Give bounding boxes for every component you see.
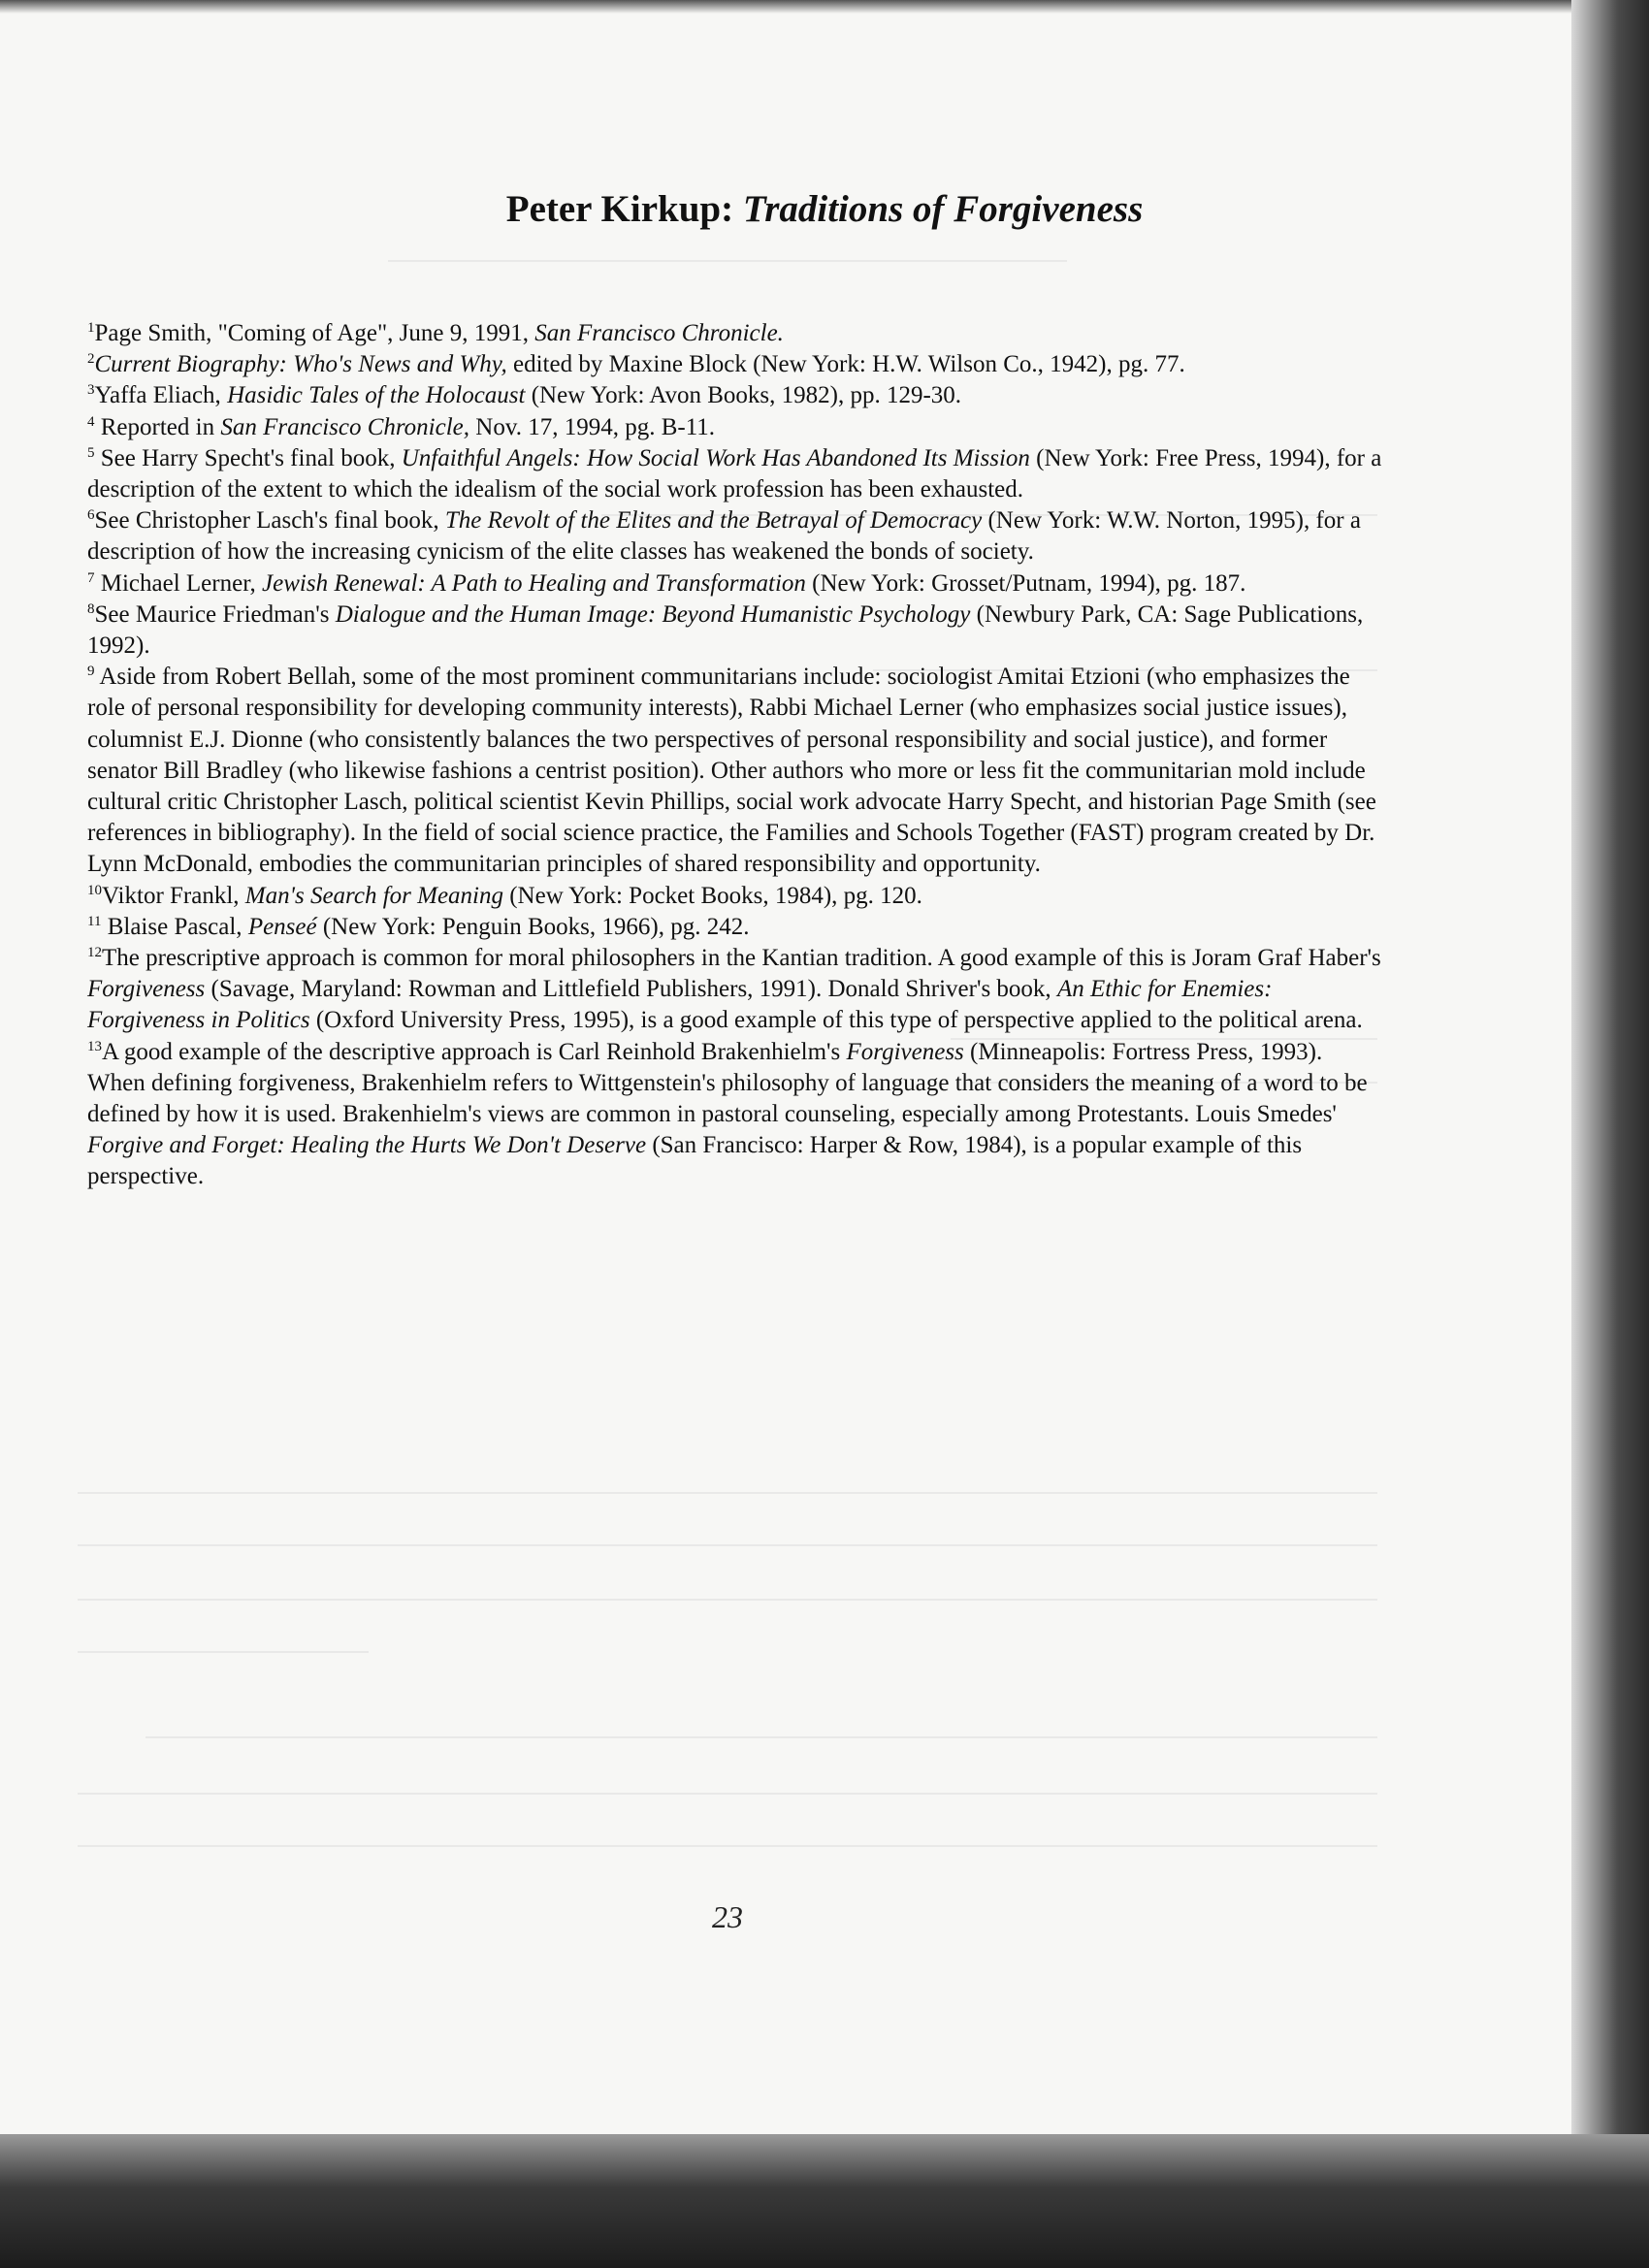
endnote-text: (New York: W.W. Norton, 1995), for a description of how the increasing cynicism of the elite classes has weakened the bonds of society.	[87, 507, 1361, 566]
endnote-3	[87, 380, 1382, 411]
header-author: Peter Kirkup:	[505, 188, 734, 230]
endnote-text: (New York: Free Press, 1994), for a description of the extent to which the idealism of the social work profession has been exhausted.	[87, 444, 1382, 503]
endnote-italic-text: Forgive and Forget: Healing the Hurts We Don't Deserve	[87, 1132, 647, 1159]
endnote-number: 7	[87, 569, 95, 586]
endnote-text: A good example of the descriptive approach is Carl Reinhold Brakenhielm's	[102, 1038, 847, 1065]
endnote-italic-text: Penseé	[247, 913, 317, 940]
endnote-5	[87, 443, 1382, 505]
endnote-italic-text: Hasidic Tales of the Holocaust	[227, 382, 526, 409]
endnote-text: (New York: Avon Books, 1982), pp. 129-30.	[525, 382, 962, 409]
scan-top-edge	[0, 0, 1649, 14]
endnote-italic-text: Unfaithful Angels: How Social Work Has Abandoned Its Mission	[401, 444, 1030, 471]
endnote-text: (New York: Grosset/Putnam, 1994), pg. 187.	[805, 569, 1246, 597]
endnote-number: 11	[87, 913, 102, 929]
endnote-text: Blaise Pascal,	[101, 913, 248, 940]
endnote-italic-text: The Revolt of the Elites and the Betrayal of Democracy	[444, 507, 983, 535]
endnote-text: (Savage, Maryland: Rowman and Littlefield Publishers, 1991). Donald Shriver's book,	[205, 976, 1057, 1003]
endnote-6	[87, 505, 1382, 567]
endnote-text: (Newbury Park, CA: Sage Publications, 1992).	[87, 600, 1364, 660]
endnote-number: 13	[87, 1038, 102, 1054]
endnote-italic-text: An Ethic for Enemies: Forgiveness in Politics	[87, 976, 1273, 1034]
endnote-italic-text: San Francisco Chronicle.	[534, 320, 784, 346]
endnote-text: Aside from Robert Bellah, some of the most prominent communitarians include: sociologist Amitai Etzioni (who emphasizes the role of personal responsibility for developing community interests), Rabbi Michael Lerner (who emphasizes social justice issues), columnist E.J. Dionne (who consistently balances the two perspectives of personal responsibility and social justice), and former senator Bill Bradley (who likewise fashions a centrist position). Other authors who more or less fit the communitarian mold include cultural critic Christopher Lasch, political scientist Kevin Phillips, social work advocate Harry Specht, and historian Page Smith (see references in bibliography). In the field of social science practice, the Families and Schools Together (FAST) program created by Dr. Lynn McDonald, embodies the communitarian principles of shared responsibility and opportunity.	[87, 664, 1376, 878]
endnote-text: The prescriptive approach is common for moral philosophers in the Kantian tradition. A good example of this is Joram Graf Haber's	[102, 945, 1381, 972]
endnote-italic-text: Forgiveness	[846, 1038, 964, 1065]
endnote-number: 5	[87, 444, 95, 461]
endnote-11	[87, 912, 1382, 943]
endnote-number: 4	[87, 413, 95, 430]
endnote-8	[87, 599, 1382, 662]
endnote-text: (New York: Penguin Books, 1966), pg. 242.	[316, 913, 750, 940]
page-number: 23	[712, 1899, 743, 1934]
endnote-text: (Oxford University Press, 1995), is a good example of this type of perspective applied to the political arena.	[309, 1007, 1363, 1034]
endnote-italic-text: Current Biography: Who's News and Why,	[94, 351, 507, 378]
endnote-number: 1	[87, 320, 95, 336]
endnote-italic-text: Jewish Renewal: A Path to Healing and Transformation	[262, 569, 806, 597]
endnote-number: 6	[87, 507, 95, 524]
endnote-12	[87, 943, 1382, 1037]
endnote-number: 3	[87, 382, 95, 399]
endnote-4	[87, 412, 1382, 443]
endnote-13	[87, 1037, 1382, 1193]
endnote-italic-text: San Francisco Chronicle,	[220, 413, 470, 440]
endnote-text: (San Francisco: Harper & Row, 1984), is a popular example of this perspective.	[87, 1132, 1303, 1190]
endnote-text: See Maurice Friedman's	[94, 600, 336, 628]
endnote-number: 2	[87, 351, 95, 368]
endnote-text: (New York: Pocket Books, 1984), pg. 120.	[502, 882, 922, 909]
endnote-text: Michael Lerner,	[94, 569, 263, 597]
endnote-text: Viktor Frankl,	[102, 882, 245, 909]
endnote-9	[87, 662, 1382, 880]
endnote-text: Reported in	[94, 413, 221, 440]
endnote-10	[87, 881, 1382, 912]
endnote-text: (Minneapolis: Fortress Press, 1993). When defining forgiveness, Brakenhielm refers to Wittgenstein's philosophy of language that considers the meaning of a word to be defined by how it is used. Brakenhielm's views are common in pastoral counseling, especially among Protestants. Louis Smedes'	[87, 1038, 1368, 1128]
endnote-number: 10	[87, 882, 102, 898]
endnote-text: See Harry Specht's final book,	[94, 444, 402, 471]
endnote-number: 9	[87, 664, 95, 680]
endnote-number: 12	[87, 945, 102, 961]
endnote-text: Page Smith, "Coming of Age", June 9, 1991,	[94, 320, 535, 346]
endnote-text: edited by Maxine Block (New York: H.W. Wilson Co., 1942), pg. 77.	[506, 351, 1185, 378]
endnotes-list	[87, 318, 1382, 1193]
endnote-2	[87, 349, 1382, 380]
endnote-text: Nov. 17, 1994, pg. B-11.	[469, 413, 716, 440]
endnote-text: See Christopher Lasch's final book,	[94, 507, 445, 535]
header-work-title: Traditions of Forgiveness	[742, 188, 1144, 230]
endnote-italic-text: Forgiveness	[87, 976, 206, 1003]
scan-bottom-edge	[0, 2134, 1649, 2268]
endnote-1	[87, 318, 1382, 349]
endnote-italic-text: Dialogue and the Human Image: Beyond Humanistic Psychology	[335, 600, 971, 628]
book-spine-shadow	[1571, 0, 1649, 2134]
page-header	[0, 187, 1649, 231]
endnote-number: 8	[87, 600, 95, 617]
endnote-text: Yaffa Eliach,	[94, 382, 228, 409]
endnote-italic-text: Man's Search for Meaning	[244, 882, 503, 909]
endnote-7	[87, 568, 1382, 599]
